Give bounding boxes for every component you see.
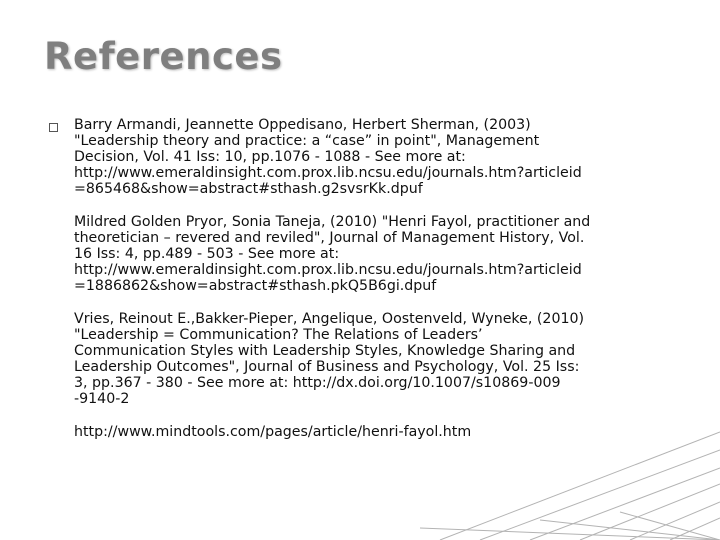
reference-line: Vries, Reinout E.,Bakker-Pieper, Angelique, Oostenveld, Wyneke, (2010) xyxy=(74,311,585,327)
reference-item xyxy=(74,311,684,407)
reference-line: http://www.emeraldinsight.com.prox.lib.ncsu.edu/journals.htm?articleid xyxy=(74,165,582,181)
hollow-square-bullet-icon xyxy=(49,123,58,132)
reference-line: 16 Iss: 4, pp.489 - 503 - See more at: xyxy=(74,246,340,262)
reference-line: =865468&show=abstract#sthash.g2svsrKk.dpuf xyxy=(74,181,423,197)
reference-line: Barry Armandi, Jeannette Oppedisano, Herbert Sherman, (2003) xyxy=(74,117,531,133)
reference-line: Communication Styles with Leadership Styles, Knowledge Sharing and xyxy=(74,343,576,359)
reference-line: "Leadership theory and practice: a “case” in point", Management xyxy=(74,133,540,149)
reference-line: "Leadership = Communication? The Relations of Leaders’ xyxy=(74,327,483,343)
reference-link: http://www.mindtools.com/pages/article/henri-fayol.htm xyxy=(74,424,472,440)
reference-item xyxy=(74,117,684,197)
reference-line: Decision, Vol. 41 Iss: 10, pp.1076 - 1088 - See more at: xyxy=(74,149,466,165)
reference-line: Mildred Golden Pryor, Sonia Taneja, (2010) "Henri Fayol, practitioner and xyxy=(74,214,591,230)
reference-list xyxy=(74,117,684,457)
reference-line: Leadership Outcomes", Journal of Business and Psychology, Vol. 25 Iss: xyxy=(74,359,580,375)
slide-title: References xyxy=(44,35,283,78)
reference-line: 3, pp.367 - 380 - See more at: http://dx.doi.org/10.1007/s10869-009 xyxy=(74,375,561,391)
reference-line: theoretician – revered and reviled", Journal of Management History, Vol. xyxy=(74,230,585,246)
reference-item xyxy=(74,424,684,440)
reference-line: http://www.emeraldinsight.com.prox.lib.ncsu.edu/journals.htm?articleid xyxy=(74,262,582,278)
reference-item xyxy=(74,214,684,294)
reference-line: -9140-2 xyxy=(74,391,130,407)
reference-line: =1886862&show=abstract#sthash.pkQ5B6gi.dpuf xyxy=(74,278,437,294)
